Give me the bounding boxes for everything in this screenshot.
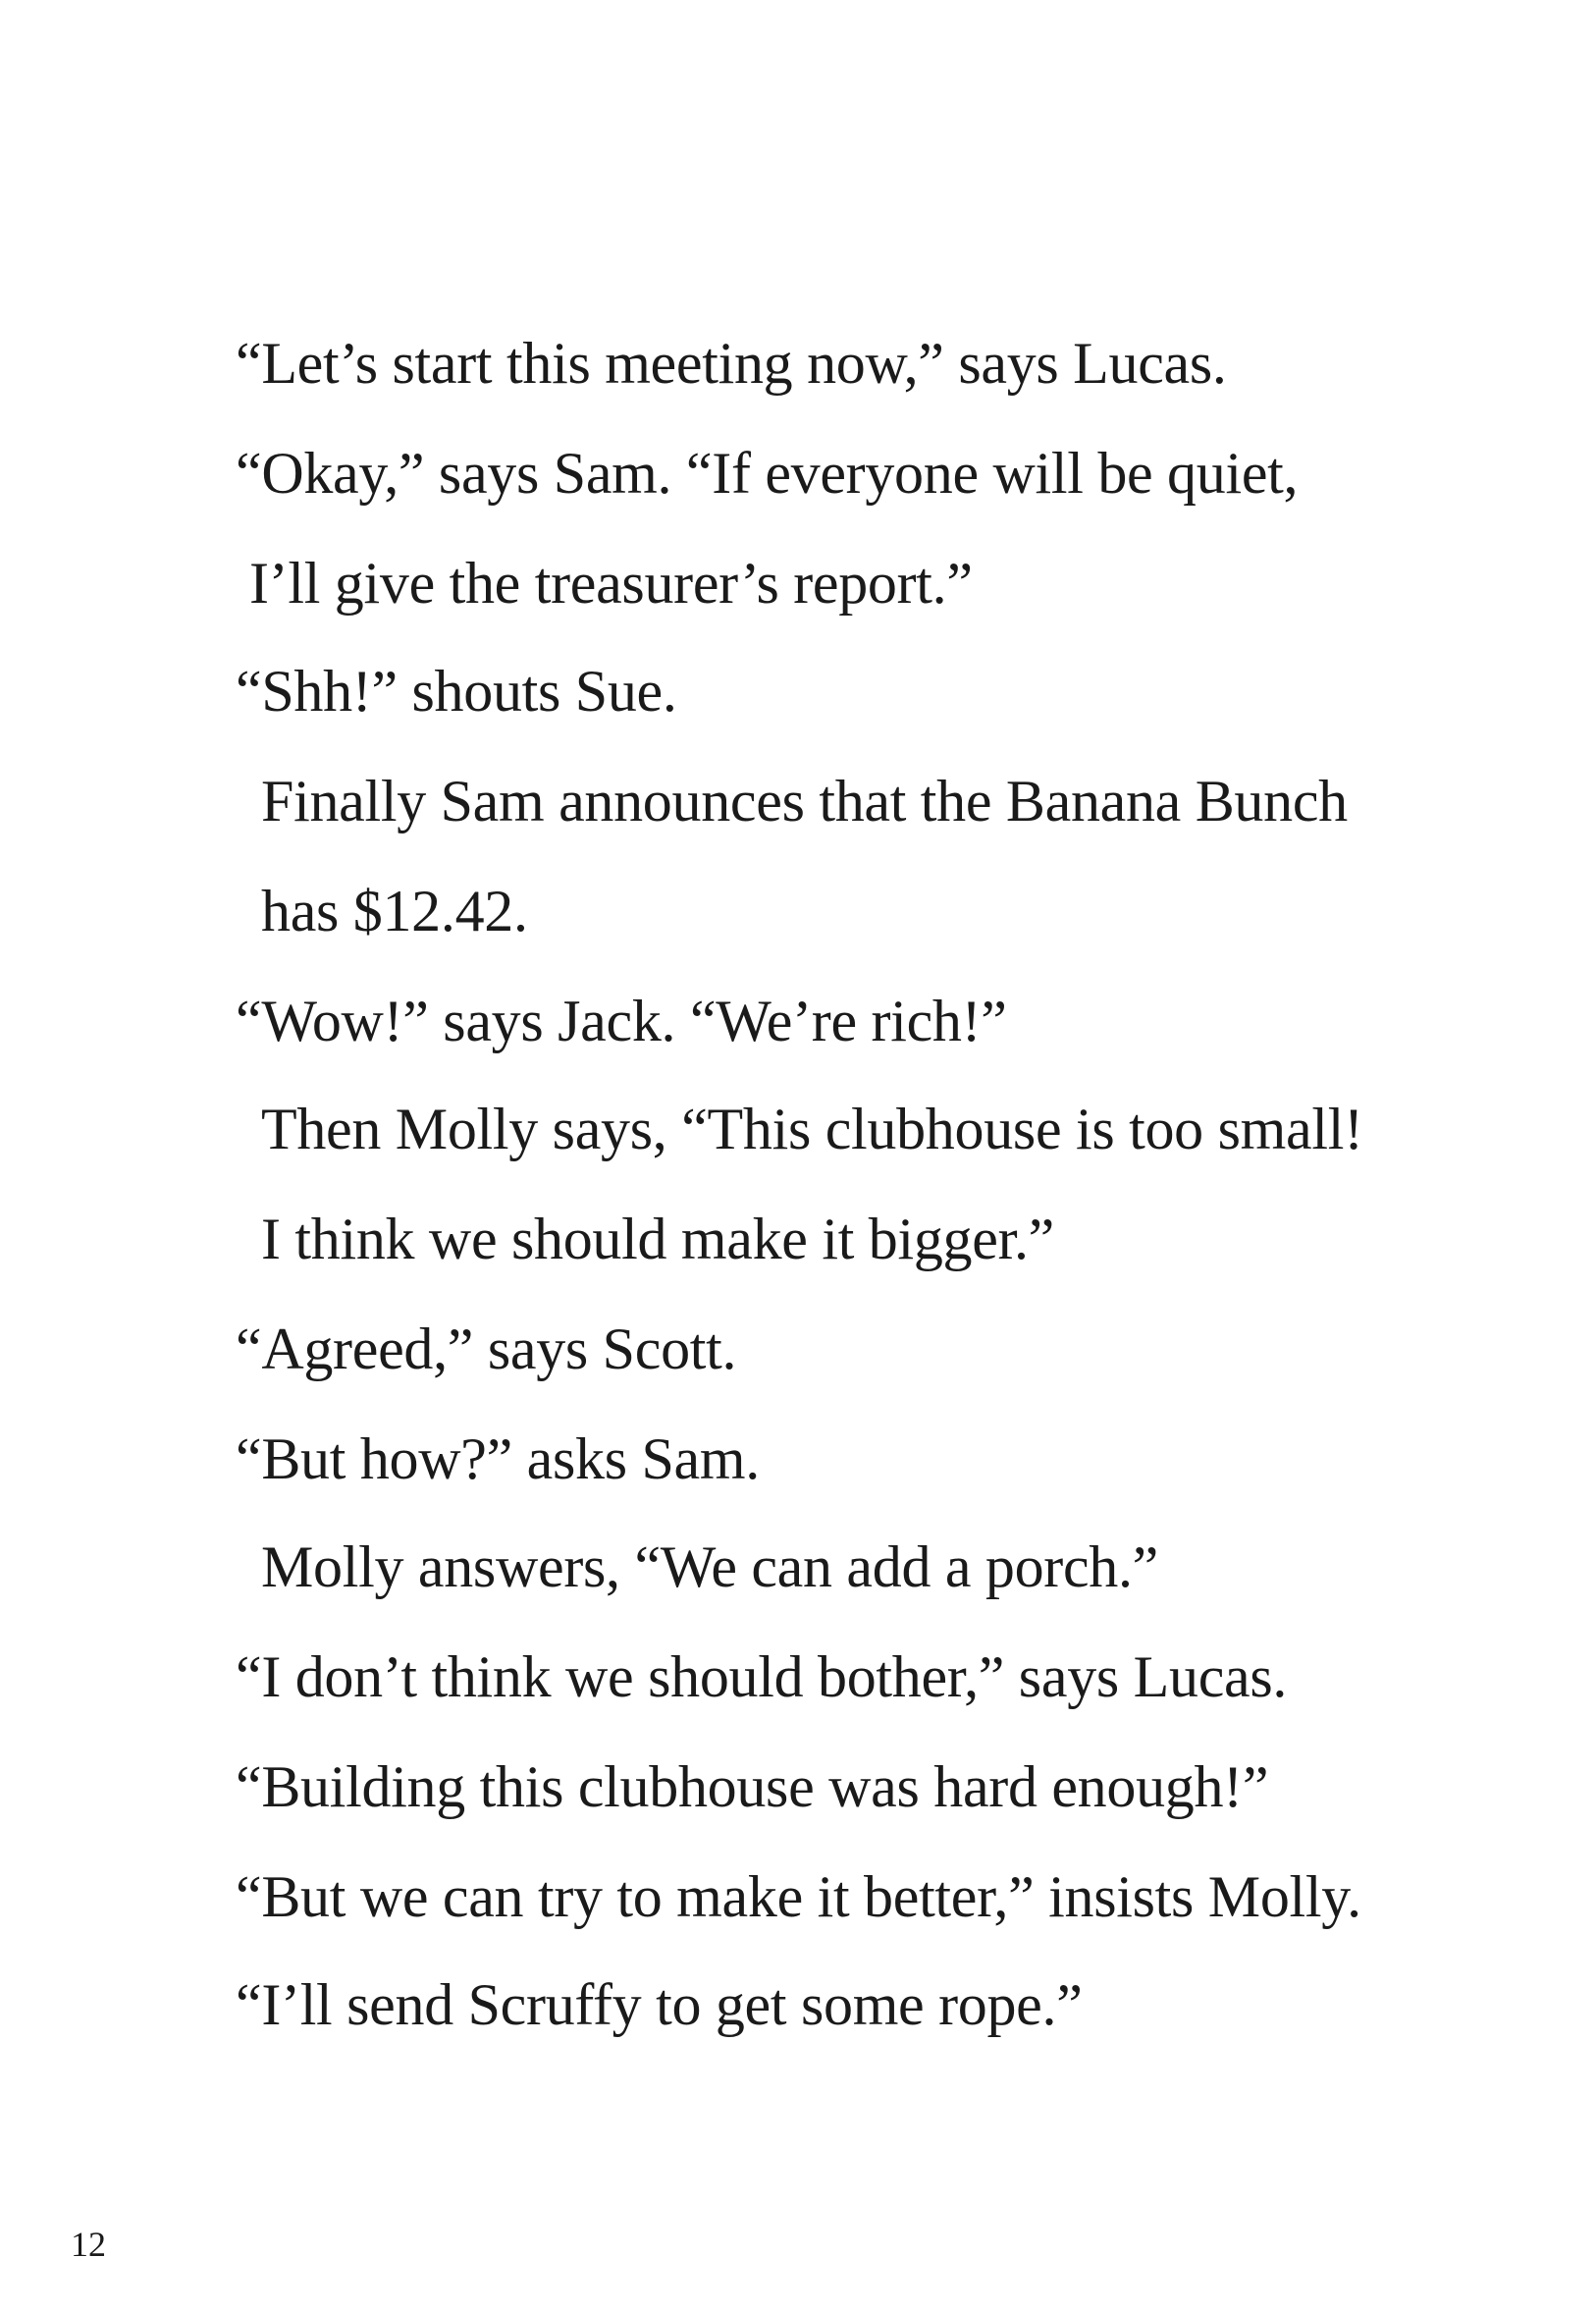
text-line-6: has $12.42.	[261, 879, 528, 943]
text-line-11: “But how?” asks Sam.	[236, 1426, 760, 1491]
text-line-14: “Building this clubhouse was hard enough!”	[236, 1754, 1269, 1819]
page-number: 12	[71, 2225, 106, 2264]
text-line-10: “Agreed,” says Scott.	[236, 1317, 737, 1381]
text-line-5: Finally Sam announces that the Banana Bunch	[261, 769, 1348, 833]
text-line-8: Then Molly says, “This clubhouse is too small!	[261, 1097, 1363, 1161]
text-line-2: “Okay,” says Sam. “If everyone will be quiet,	[236, 441, 1299, 506]
text-line-15: “But we can try to make it better,” insists Molly.	[236, 1864, 1361, 1929]
text-line-12: Molly answers, “We can add a porch.”	[261, 1534, 1159, 1599]
text-line-4: “Shh!” shouts Sue.	[236, 659, 677, 724]
text-line-3: I’ll give the treasurer’s report.”	[249, 551, 973, 616]
text-line-13: “I don’t think we should bother,” says Lucas.	[236, 1644, 1288, 1709]
text-line-1: “Let’s start this meeting now,” says Lucas.	[236, 331, 1227, 396]
text-line-9: I think we should make it bigger.”	[261, 1207, 1054, 1271]
text-line-7: “Wow!” says Jack. “We’re rich!”	[236, 989, 1007, 1053]
text-line-16: “I’ll send Scruffy to get some rope.”	[236, 1972, 1083, 2037]
